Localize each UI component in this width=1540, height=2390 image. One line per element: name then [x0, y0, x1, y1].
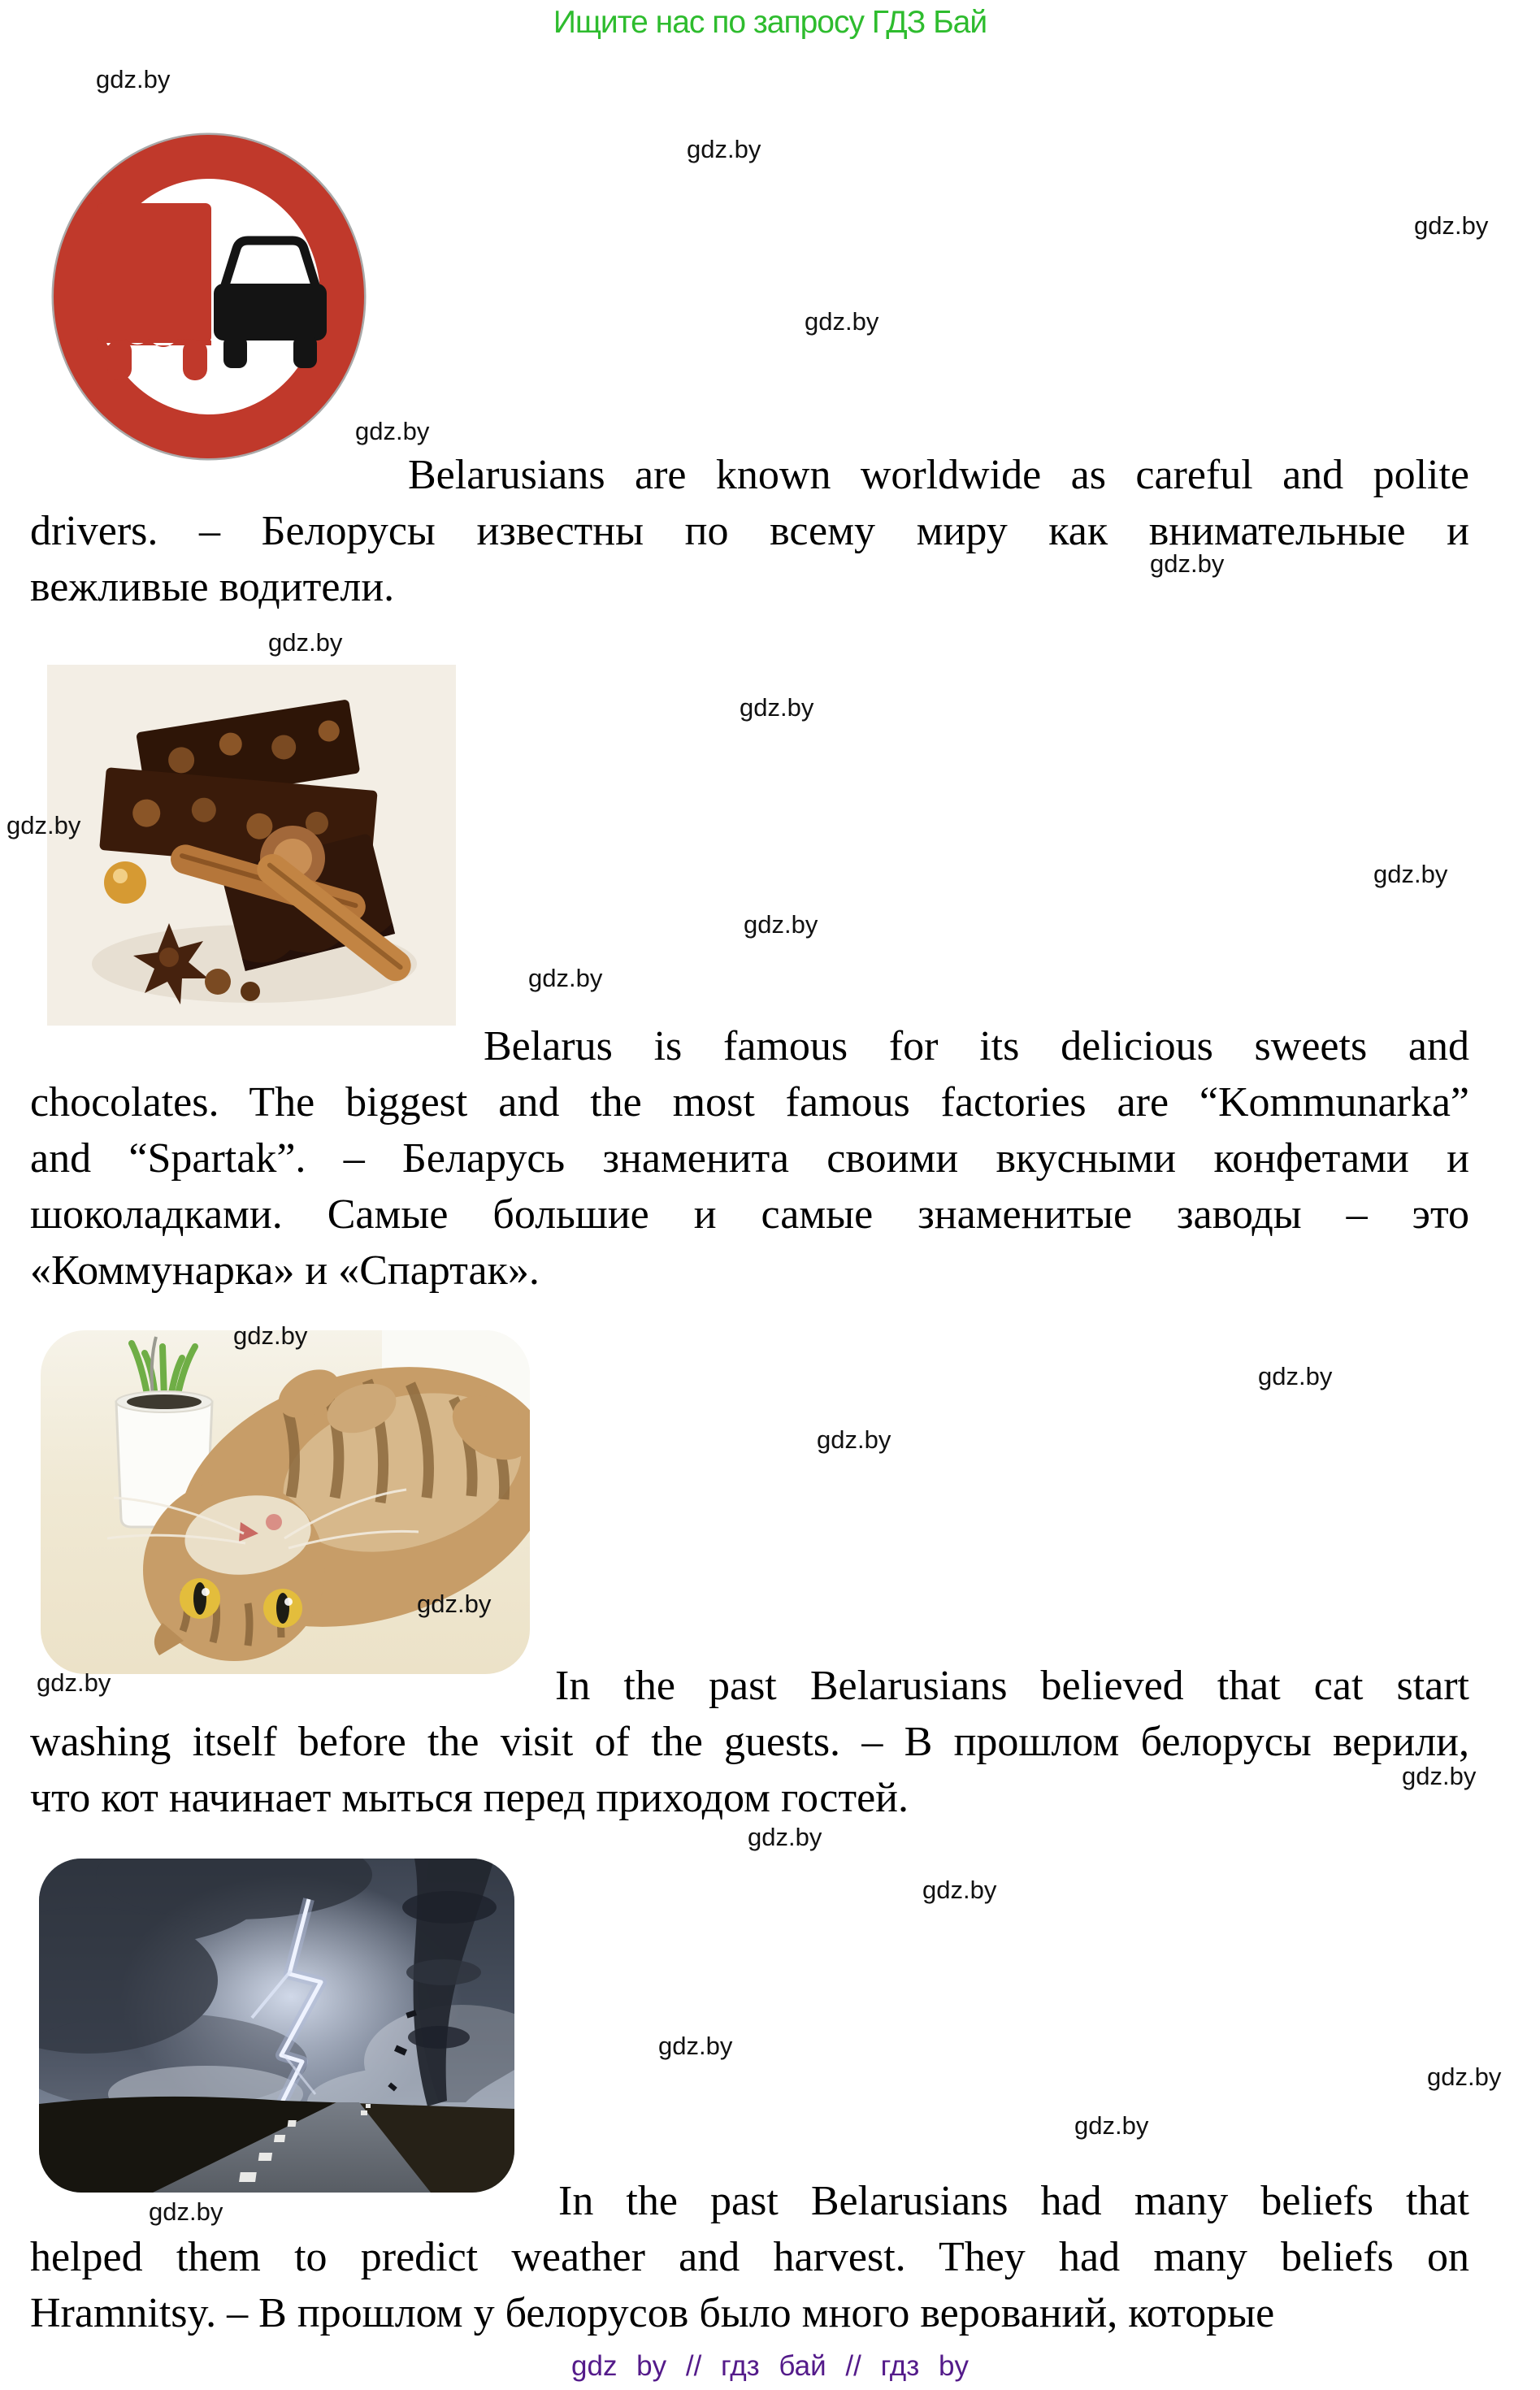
text-line: вежливые водители.: [30, 564, 395, 610]
text-line: helped them to predict weather and harvest. They had many beliefs on: [30, 2234, 1469, 2280]
text-line: Hramnitsy. – В прошлом у белорусов было много верований, которые: [30, 2290, 1275, 2336]
gdzby-watermark: gdz.by: [1258, 1362, 1333, 1390]
gdzby-watermark: gdz.by: [1150, 549, 1225, 578]
text-line: and “Spartak”. – Беларусь знаменита своими вкусными конфетами и: [30, 1135, 1469, 1182]
text-line: Belarusians are known worldwide as careful and polite: [408, 452, 1469, 498]
footer-tagline: gdz by // гдз бай // гдз by: [571, 2350, 969, 2382]
text-line: «Коммунарка» и «Спартак».: [30, 1247, 540, 1294]
gdzby-watermark: gdz.by: [37, 1668, 111, 1697]
cat-tongue: [266, 1514, 282, 1530]
cat-image: [41, 1330, 530, 1674]
gdzby-watermark: gdz.by: [417, 1590, 492, 1618]
text-line: washing itself before the visit of the guests. – В прошлом белорусы верили,: [30, 1719, 1469, 1765]
text-line: In the past Belarusians had many beliefs that: [558, 2178, 1469, 2224]
gdzby-watermark: gdz.by: [1402, 1762, 1477, 1790]
text-line: In the past Belarusians believed that cat start: [555, 1663, 1469, 1709]
gdzby-watermark: gdz.by: [355, 417, 430, 445]
paragraph-cat-belief: [30, 1658, 1469, 1826]
gdzby-watermark: gdz.by: [817, 1425, 891, 1454]
no-overtaking-sign-image: [50, 132, 367, 462]
paragraph-drivers: [30, 447, 1469, 615]
gdzby-watermark: gdz.by: [744, 910, 818, 939]
page-title: Ищите нас по запросу ГДЗ Бай: [553, 5, 987, 40]
gdzby-watermark: gdz.by: [1414, 211, 1489, 240]
text-line: шоколадками. Самые большие и самые знаменитые заводы – это: [30, 1191, 1469, 1238]
gdzby-watermark: gdz.by: [96, 65, 171, 93]
text-line: chocolates. The biggest and the most famous factories are “Kommunarka”: [30, 1079, 1469, 1126]
gdzby-watermark: gdz.by: [1427, 2063, 1502, 2091]
chocolate-image: [47, 665, 456, 1026]
paragraph-chocolate: [30, 1018, 1469, 1299]
gdzby-watermark: gdz.by: [1074, 2111, 1149, 2140]
gdzby-watermark: gdz.by: [740, 693, 814, 722]
gdzby-watermark: gdz.by: [658, 2032, 733, 2060]
storm-image: [39, 1859, 514, 2193]
gdzby-watermark: gdz.by: [922, 1876, 997, 1904]
gdzby-watermark: gdz.by: [149, 2197, 223, 2226]
gdzby-watermark: gdz.by: [233, 1321, 308, 1350]
gdzby-watermark: gdz.by: [687, 135, 761, 163]
gdzby-watermark: gdz.by: [268, 628, 343, 657]
gdzby-watermark: gdz.by: [7, 811, 81, 839]
text-line: что кот начинает мыться перед приходом гостей.: [30, 1775, 909, 1821]
gdzby-watermark: gdz.by: [528, 964, 603, 992]
gdzby-watermark: gdz.by: [1373, 860, 1448, 888]
text-line: Belarus is famous for its delicious sweets and: [484, 1023, 1469, 1069]
caramel-drop: [104, 861, 146, 904]
gdzby-watermark: gdz.by: [805, 307, 879, 336]
paragraph-weather-belief: [30, 2173, 1469, 2341]
gdzby-watermark: gdz.by: [748, 1823, 822, 1851]
text-line: drivers. – Белорусы известны по всему миру как внимательные и: [30, 508, 1469, 554]
